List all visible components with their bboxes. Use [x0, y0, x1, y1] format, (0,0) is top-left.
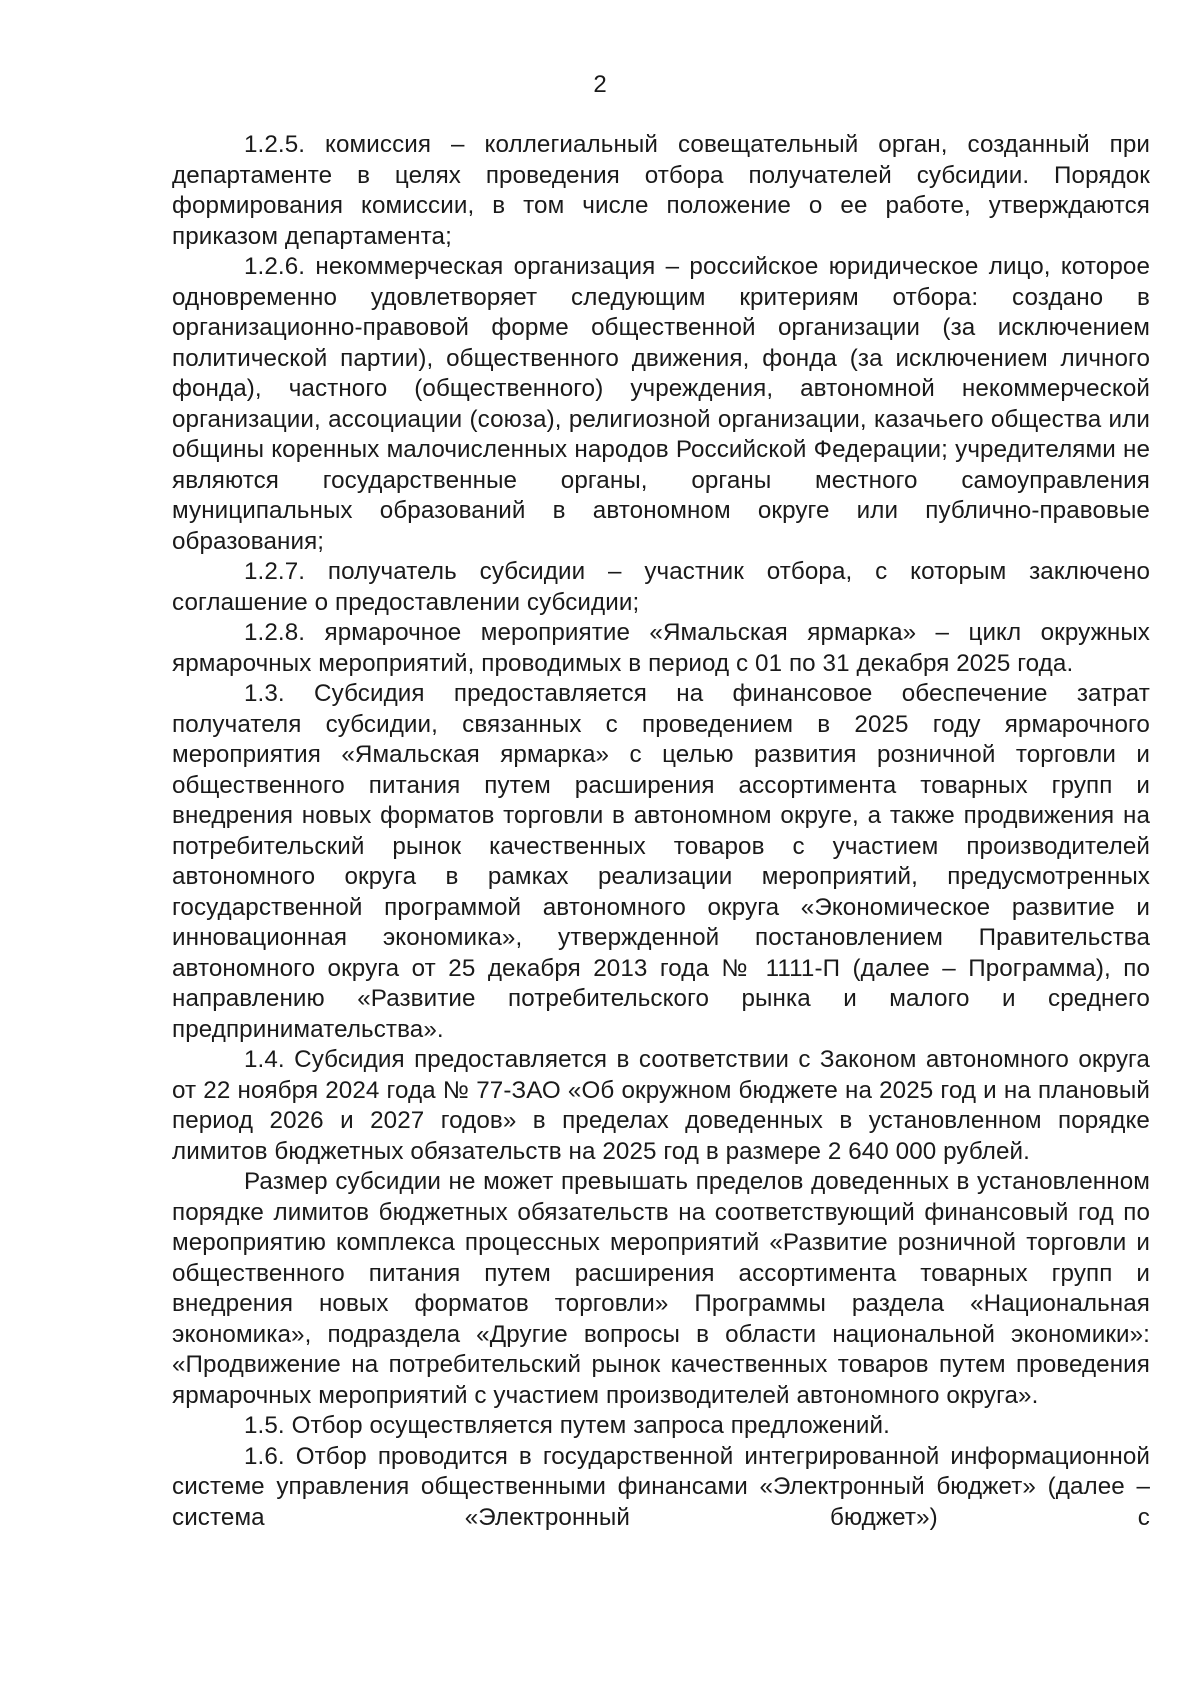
paragraph-1-2-6: 1.2.6. некоммерческая организация – российское юридическое лицо, которое одновременно удовлетворяет следующим критериям отбора: создано в организационно-правовой форме общественной организации (за исключением политической партии), общественного движения, фонда (за исключением личного фонда), частного (общественного) учреждения, автономной некоммерческой организации, ассоциации (союза), религиозной организации, казачьего общества или общины коренных малочисленных народов Российской Федерации; учредителями не являются государственные органы, органы местного самоуправления муниципальных образований в автономном округе или публично-правовые образования; [172, 253, 1150, 555]
paragraph-1-2-7: 1.2.7. получатель субсидии – участник отбора, с которым заключено соглашение о предоставлении субсидии; [172, 558, 1150, 616]
paragraph-1-2-5: 1.2.5. комиссия – коллегиальный совещательный орган, созданный при департаменте в целях проведения отбора получателей субсидии. Порядок формирования комиссии, в том числе положение о ее работе, утверждаются приказом департамента; [172, 131, 1150, 250]
paragraph-1-6: 1.6. Отбор проводится в государственной интегрированной информационной системе управления общественными финансами «Электронный бюджет» (далее – система «Электронный бюджет») с [172, 1442, 1150, 1531]
paragraph-1-2-8: 1.2.8. ярмарочное мероприятие «Ямальская ярмарка» – цикл окружных ярмарочных мероприятий, проводимых в период с 01 по 31 декабря 2025 года. [172, 619, 1150, 677]
paragraph-1-3: 1.3. Субсидия предоставляется на финансовое обеспечение затрат получателя субсидии, связанных с проведением в 2025 году ярмарочного мероприятия «Ямальская ярмарка» с целью развития розничной торговли и общественного питания путем расширения ассортимента товарных групп и внедрения новых форматов торговли в автономном округе, а также продвижения на потребительский рынок качественных товаров с участием производителей автономного округа в рамках реализации мероприятий, предусмотренных государственной программой автономного округа «Экономическое развитие и инновационная экономика», утвержденной постановлением Правительства автономного округа от 25 декабря 2013 года № 1111-П (далее – Программа), по направлению «Развитие потребительского рынка и малого и среднего предпринимательства». [172, 680, 1150, 1043]
document-body [172, 130, 1150, 1533]
paragraph-1-5: 1.5. Отбор осуществляется путем запроса предложений. [244, 1412, 890, 1439]
paragraph-1-4: 1.4. Субсидия предоставляется в соответствии с Законом автономного округа от 22 ноября 2024 года № 77-ЗАО «Об окружном бюджете на 2025 год и на плановый период 2026 и 2027 годов» в пределах доведенных в установленном порядке лимитов бюджетных обязательств на 2025 год в размере 2 640 000 рублей. [172, 1046, 1150, 1165]
paragraph-subsidy-size: Размер субсидии не может превышать пределов доведенных в установленном порядке лимитов бюджетных обязательств на соответствующий финансовый год по мероприятию комплекса процессных мероприятий «Развитие розничной торговли и общественного питания путем расширения ассортимента товарных групп и внедрения новых форматов торговли» Программы раздела «Национальная экономика», подраздела «Другие вопросы в области национальной экономики»: «Продвижение на потребительский рынок качественных товаров путем проведения ярмарочных мероприятий с участием производителей автономного округа». [172, 1168, 1150, 1409]
page-number: 2 [593, 71, 607, 98]
